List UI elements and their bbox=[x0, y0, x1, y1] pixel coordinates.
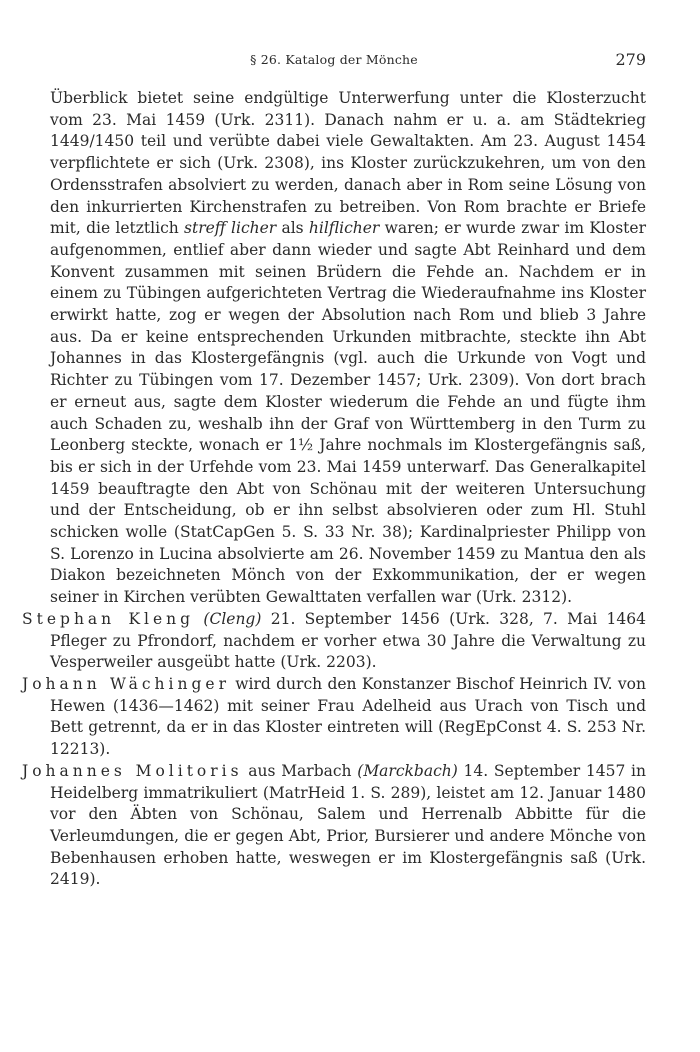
continuation-paragraph bbox=[22, 88, 646, 609]
monk-name: Johannes Molitoris bbox=[22, 761, 243, 780]
monk-name: Stephan Kleng bbox=[22, 609, 195, 628]
entry-text: wird durch den Konstanzer Bischof Heinrich IV. von Hewen (1436—1462) mit seiner Frau Adelheid aus Urach von Tisch und Bett getrennt, da er in das Kloster eintreten will (RegEpConst 4. S. 253 Nr. 12213). bbox=[50, 674, 646, 759]
italic-term: hilflicher bbox=[308, 219, 380, 238]
entry-text: 14. September 1457 in Heidelberg immatrikuliert (MatrHeid 1. S. 289), leistet am 12. Januar 1480 vor den Äbten von Schönau, Salem und Herrenalb Abbitte für die Verleumdungen, die er gegen Abt, Prior, Bursierer und andere Mönche von Bebenhausen erhoben hatte, weswegen er im Klostergefängnis saß (Urk. 2419). bbox=[50, 761, 646, 889]
catalog-entry bbox=[22, 609, 646, 674]
text-run: Überblick bietet seine endgültige Unterwerfung unter die Klosterzucht vom 23. Mai 1459 (Urk. 2311). Danach nahm er u. a. am Städtekrieg 1449/1450 teil und verübte dabei viele Gewaltakten. Am 23. August 1454 verpflichtete er sich (Urk. 2308), ins Kloster zurückzukehren, um von den Ordensstrafen absolviert zu werden, danach aber in Rom seine Lösung von den inkurrierten Kirchenstrafen zu betreiben. Von Rom brachte er Briefe mit, die letztlich bbox=[50, 89, 646, 238]
entry-text: 21. September 1456 (Urk. 328, 7. Mai 1464 Pfleger zu Pfrondorf, nachdem er vorher etwa 30 Jahre die Verwaltung zu Vesperweiler ausgeübt hatte (Urk. 2203). bbox=[50, 609, 646, 672]
catalog-entry bbox=[22, 761, 646, 891]
page-number: 279 bbox=[615, 50, 646, 69]
text-run: als bbox=[276, 219, 309, 238]
name-variant: (Cleng) bbox=[203, 609, 262, 628]
catalog-entry bbox=[22, 674, 646, 761]
italic-term: streff licher bbox=[184, 219, 277, 238]
text-run: waren; er wurde zwar im Kloster aufgenommen, entlief aber dann wieder und sagte Abt Reinhard und dem Konvent zusammen mit seinen Brüdern die Fehde an. Nachdem er in einem zu Tübingen aufgerichteten Vertrag die Wiederaufnahme ins Kloster erwirkt hatte, zog er wegen der Absolution nach Rom und blieb 3 Jahre aus. Da er keine entsprechenden Urkunden mitbrachte, steckte ihn Abt Johannes in das Klostergefängnis (vgl. auch die Urkunde von Vogt und Richter zu Tübingen vom 17. Dezember 1457; Urk. 2309). Von dort brach er erneut aus, sagte dem Kloster wiederum die Fehde an und fügte ihm auch Schaden zu, weshalb ihn der Graf von Württemberg in den Turm zu Leonberg steckte, wonach er 1½ Jahre nochmals im Klostergefängnis saß, bis er sich in der Urfehde vom 23. Mai 1459 unterwarf. Das Generalkapitel 1459 beauftragte den Abt von Schönau mit der weiteren Untersuchung und der Entscheidung, ob er ihn selbst absolvieren oder zum Hl. Stuhl schicken wolle (StatCapGen 5. S. 33 Nr. 38); Kardinalpriester Philipp von S. Lorenzo in Lucina absolvierte am 26. November 1459 zu Mantua den als Diakon bezeichneten Mönch von der Exkommunikation, der er wegen seiner in Kirchen verübten Gewalttaten verfallen war (Urk. 2312). bbox=[50, 219, 646, 607]
running-head: § 26. Katalog der Mönche bbox=[250, 52, 418, 67]
name-variant: (Marckbach) bbox=[357, 761, 458, 780]
entry-text: aus Marbach bbox=[242, 761, 358, 780]
body-text bbox=[22, 88, 646, 891]
page-header bbox=[22, 50, 646, 74]
monk-name: Johann Wächinger bbox=[22, 674, 230, 693]
